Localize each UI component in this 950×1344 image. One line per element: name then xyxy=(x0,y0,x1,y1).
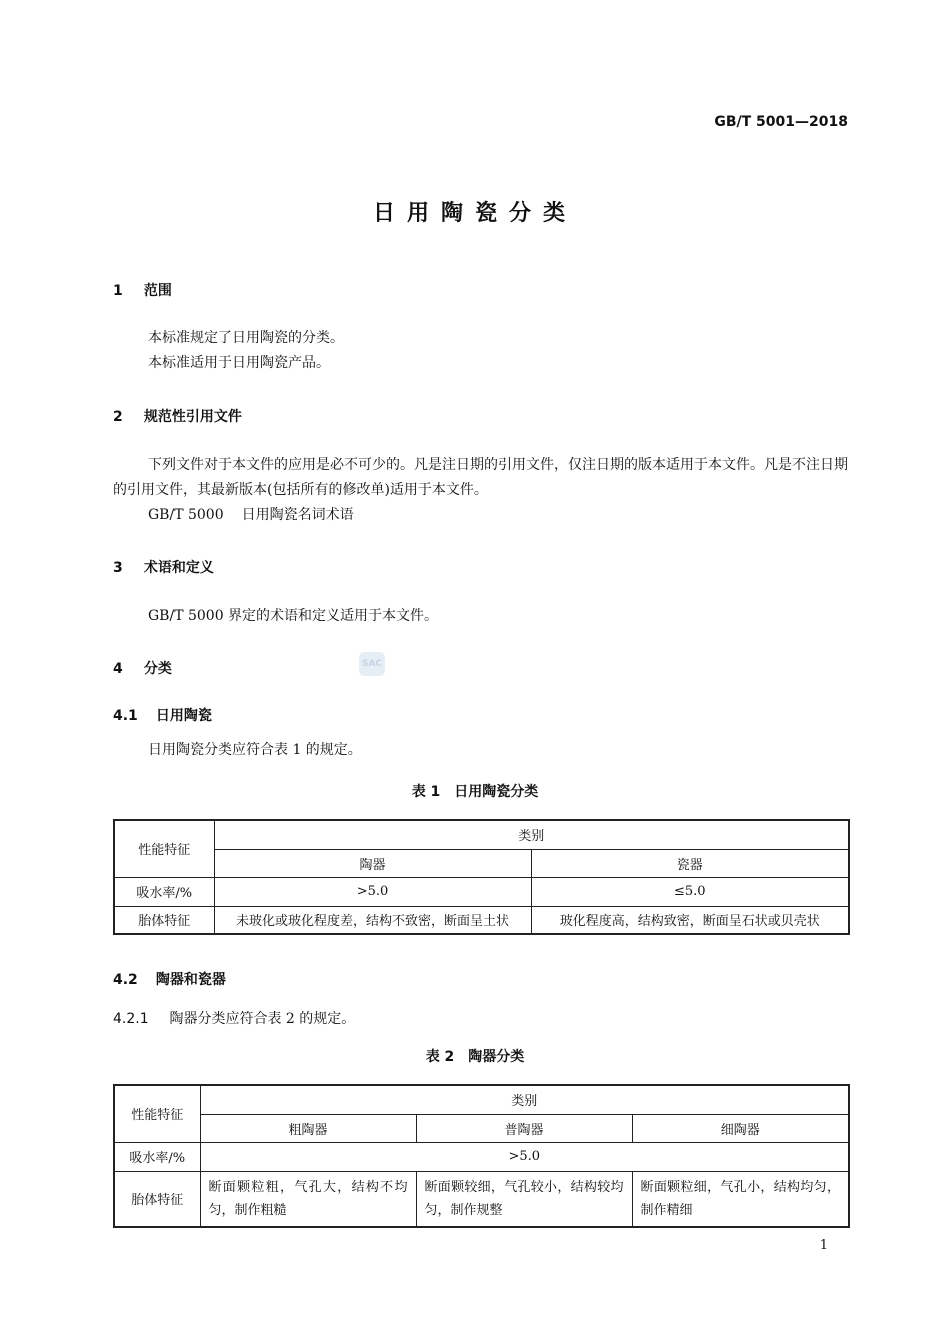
section-4-1-heading xyxy=(113,705,212,725)
section-title: 日用陶瓷 xyxy=(155,708,212,724)
table-2-caption: 表 2 陶器分类 xyxy=(425,1049,525,1065)
section-1-para-2: 本标准适用于日用陶瓷产品。 xyxy=(148,355,330,371)
section-title: 范围 xyxy=(143,283,172,299)
header-property: 性能特征 xyxy=(114,1085,200,1142)
section-title: 分类 xyxy=(143,661,172,677)
table-cell: 玻化程度高，结构致密，断面呈石状或贝壳状 xyxy=(531,906,849,934)
section-1-para-1: 本标准规定了日用陶瓷的分类。 xyxy=(148,330,344,346)
section-number: 4 xyxy=(113,661,123,677)
page-number: 1 xyxy=(819,1238,828,1253)
column-header: 细陶器 xyxy=(632,1114,849,1142)
table-cell: 断面颗较细，气孔较小，结构较均匀，制作规整 xyxy=(416,1171,632,1227)
document-title: 日用陶瓷分类 xyxy=(372,201,577,226)
section-4-2-heading xyxy=(113,969,226,989)
section-number: 4.1 xyxy=(113,708,138,724)
normative-reference xyxy=(113,503,850,528)
row-label: 吸水率/% xyxy=(114,1142,200,1171)
section-4-heading xyxy=(113,658,172,678)
section-3-para-1: GB/T 5000 界定的术语和定义适用于本文件。 xyxy=(148,608,439,624)
reference-code: GB/T 5000 xyxy=(148,507,224,523)
row-label: 胎体特征 xyxy=(114,1171,200,1227)
column-header: 普陶器 xyxy=(416,1114,632,1142)
table-row xyxy=(114,1171,849,1227)
section-2-para-1: 下列文件对于本文件的应用是必不可少的。凡是注日期的引用文件，仅注日期的版本适用于本文件。凡是不注日期的引用文件，其最新版本(包括所有的修改单)适用于本文件。 xyxy=(113,457,848,498)
table-cell: 断面颗粒细，气孔小，结构均匀，制作精细 xyxy=(632,1171,849,1227)
header-category: 类别 xyxy=(214,820,849,849)
header-category: 类别 xyxy=(200,1085,849,1114)
section-2-heading xyxy=(113,406,242,426)
table-cell: 未玻化或玻化程度差，结构不致密，断面呈土状 xyxy=(214,906,531,934)
section-number: 4.2 xyxy=(113,972,138,988)
table-1-caption: 表 1 日用陶瓷分类 xyxy=(411,784,539,800)
row-label: 吸水率/% xyxy=(114,877,214,906)
column-header: 粗陶器 xyxy=(200,1114,416,1142)
table-1 xyxy=(113,819,850,935)
table-row xyxy=(114,1142,849,1171)
section-title: 术语和定义 xyxy=(143,560,214,576)
section-number: 1 xyxy=(113,283,123,299)
section-4-2-1-clause xyxy=(113,1008,355,1028)
table-cell: 断面颗粒粗，气孔大，结构不均匀，制作粗糙 xyxy=(200,1171,416,1227)
table-cell: ≤5.0 xyxy=(531,877,849,906)
section-1-heading xyxy=(113,280,172,300)
table-row xyxy=(114,877,849,906)
standard-code: GB/T 5001—2018 xyxy=(714,114,848,130)
section-3-heading xyxy=(113,557,214,577)
section-number: 2 xyxy=(113,409,123,425)
column-header: 瓷器 xyxy=(531,849,849,877)
sac-watermark-logo: SAC xyxy=(359,652,385,676)
section-number: 3 xyxy=(113,560,123,576)
section-title: 规范性引用文件 xyxy=(143,409,242,425)
table-cell: >5.0 xyxy=(200,1142,849,1171)
table-cell: >5.0 xyxy=(214,877,531,906)
table-2 xyxy=(113,1084,850,1228)
header-property: 性能特征 xyxy=(114,820,214,877)
row-label: 胎体特征 xyxy=(114,906,214,934)
reference-title: 日用陶瓷名词术语 xyxy=(241,507,354,523)
section-number: 4.2.1 xyxy=(113,1011,149,1027)
section-4-1-para-1: 日用陶瓷分类应符合表 1 的规定。 xyxy=(148,742,362,758)
column-header: 陶器 xyxy=(214,849,531,877)
table-row xyxy=(114,906,849,934)
clause-text: 陶器分类应符合表 2 的规定。 xyxy=(169,1011,356,1027)
section-title: 陶器和瓷器 xyxy=(155,972,226,988)
